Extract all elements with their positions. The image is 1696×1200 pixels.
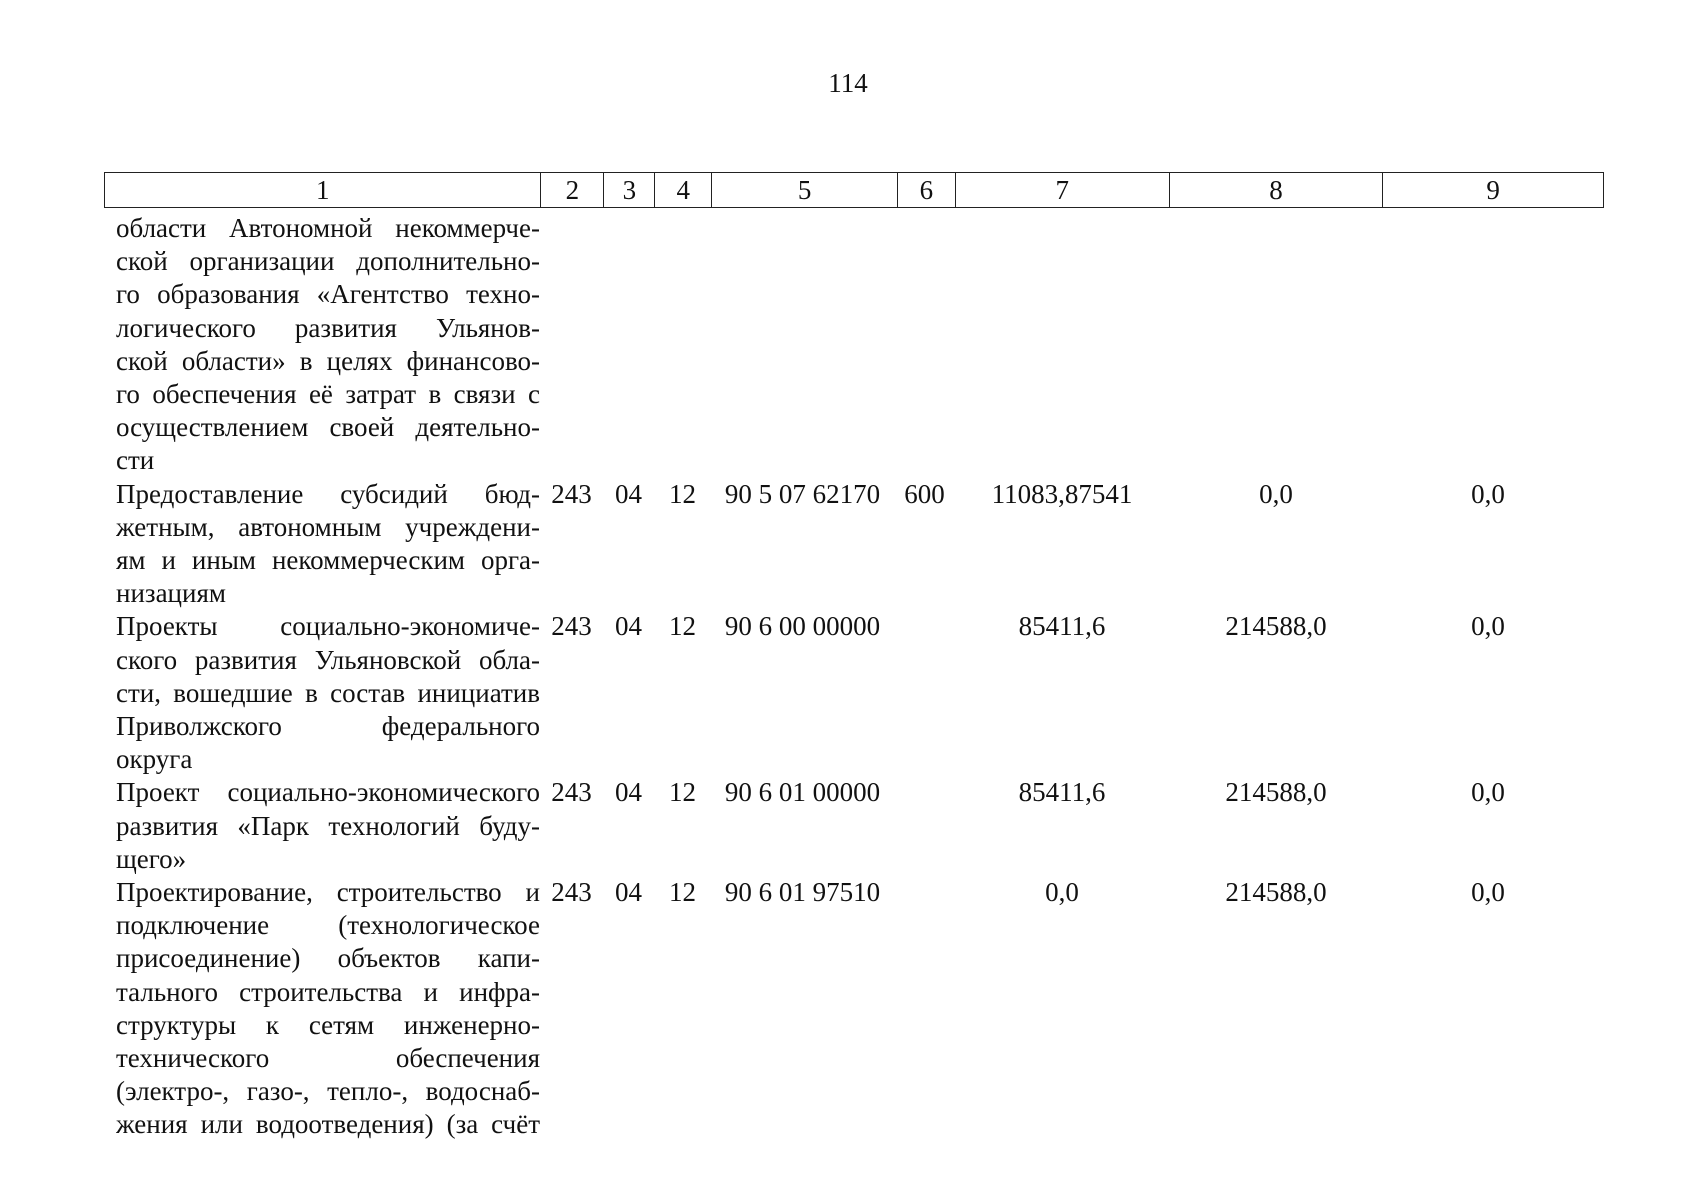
description-line: жетным, автономным учреждени-: [116, 511, 540, 542]
cell-col-3: 04: [615, 478, 642, 509]
description-line: (электро-, газо-, тепло-, водоснаб-: [116, 1076, 540, 1107]
cell-col-7: 11083,87541: [991, 478, 1133, 509]
description-line: развития «Парк технологий буду-: [116, 810, 540, 841]
cell-col-5: 90 5 07 62170: [724, 478, 881, 509]
description-line: го образования «Агентство техно-: [116, 279, 540, 310]
description-line: присоединение) объектов капи-: [116, 943, 540, 974]
description-line: округа: [116, 744, 193, 775]
description-line: Проекты социально-экономиче-: [116, 611, 540, 642]
description-line: подключение (технологическое: [116, 910, 540, 941]
table-row: [104, 478, 1604, 611]
description-line: го обеспечения её затрат в связи с: [116, 379, 540, 410]
header-col-4: 4: [655, 173, 712, 207]
cell-col-8: 0,0: [1259, 478, 1293, 509]
header-col-2: 2: [541, 173, 604, 207]
header-col-8: 8: [1170, 173, 1384, 207]
row-description: [104, 212, 540, 478]
header-col-1: 1: [105, 173, 541, 207]
table-row: [104, 610, 1604, 776]
description-line: жения или водоотведения) (за счёт: [116, 1109, 540, 1140]
cell-col-7: 85411,6: [1018, 611, 1106, 642]
cell-col-6: 600: [904, 478, 945, 509]
description-line: технического обеспечения: [116, 1043, 540, 1074]
row-description: [104, 610, 540, 776]
description-line: Проект социально-экономического: [116, 777, 540, 808]
page-number: 114: [828, 68, 868, 98]
header-col-6: 6: [898, 173, 956, 207]
cell-col-7: 0,0: [1045, 877, 1079, 908]
cell-col-8: 214588,0: [1225, 611, 1327, 642]
header-col-3: 3: [604, 173, 655, 207]
header-col-5: 5: [712, 173, 898, 207]
cell-col-2: 243: [551, 611, 592, 642]
description-line: щего»: [116, 843, 187, 874]
header-col-7: 7: [956, 173, 1170, 207]
cell-col-7: 85411,6: [1018, 777, 1106, 808]
header-col-9: 9: [1486, 175, 1500, 205]
cell-col-9: 0,0: [1471, 611, 1505, 642]
description-line: логического развития Ульянов-: [116, 312, 540, 343]
cell-col-2: 243: [551, 877, 592, 908]
description-line: низациям: [116, 578, 226, 609]
cell-col-3: 04: [615, 611, 642, 642]
row-description: [104, 776, 540, 876]
table-row: [104, 212, 1604, 478]
description-line: ской организации дополнительно-: [116, 246, 540, 277]
cell-col-8: 214588,0: [1225, 877, 1327, 908]
description-line: структуры к сетям инженерно-: [116, 1009, 540, 1040]
cell-col-5: 90 6 00 00000: [724, 611, 881, 642]
cell-col-9: 0,0: [1471, 777, 1505, 808]
table-header: [104, 172, 1604, 208]
table-row: [104, 876, 1604, 1142]
cell-col-4: 12: [669, 877, 696, 908]
cell-col-3: 04: [615, 777, 642, 808]
description-line: ской области» в целях финансово-: [116, 345, 540, 376]
cell-col-4: 12: [669, 777, 696, 808]
description-line: ского развития Ульяновской обла-: [116, 644, 540, 675]
cell-col-2: 243: [551, 777, 592, 808]
description-line: области Автономной некоммерче-: [116, 213, 540, 243]
row-description: [104, 478, 540, 611]
table-row: [104, 776, 1604, 876]
cell-col-4: 12: [669, 478, 696, 509]
cell-col-3: 04: [615, 877, 642, 908]
row-description: [104, 876, 540, 1142]
cell-col-5: 90 6 01 97510: [724, 877, 881, 908]
table-body: [104, 212, 1604, 1142]
description-line: осуществлением своей деятельно-: [116, 412, 540, 443]
description-line: сти, вошедшие в состав инициатив: [116, 677, 540, 708]
description-line: Предоставление субсидий бюд-: [116, 478, 540, 509]
cell-col-9: 0,0: [1471, 478, 1505, 509]
cell-col-4: 12: [669, 611, 696, 642]
cell-col-8: 214588,0: [1225, 777, 1327, 808]
description-line: ям и иным некоммерческим орга-: [116, 545, 540, 576]
description-line: сти: [116, 445, 155, 476]
description-line: тального строительства и инфра-: [116, 976, 540, 1007]
description-line: Приволжского федерального: [116, 711, 540, 742]
cell-col-5: 90 6 01 00000: [724, 777, 881, 808]
cell-col-9: 0,0: [1471, 877, 1505, 908]
cell-col-2: 243: [551, 478, 592, 509]
description-line: Проектирование, строительство и: [116, 877, 540, 908]
